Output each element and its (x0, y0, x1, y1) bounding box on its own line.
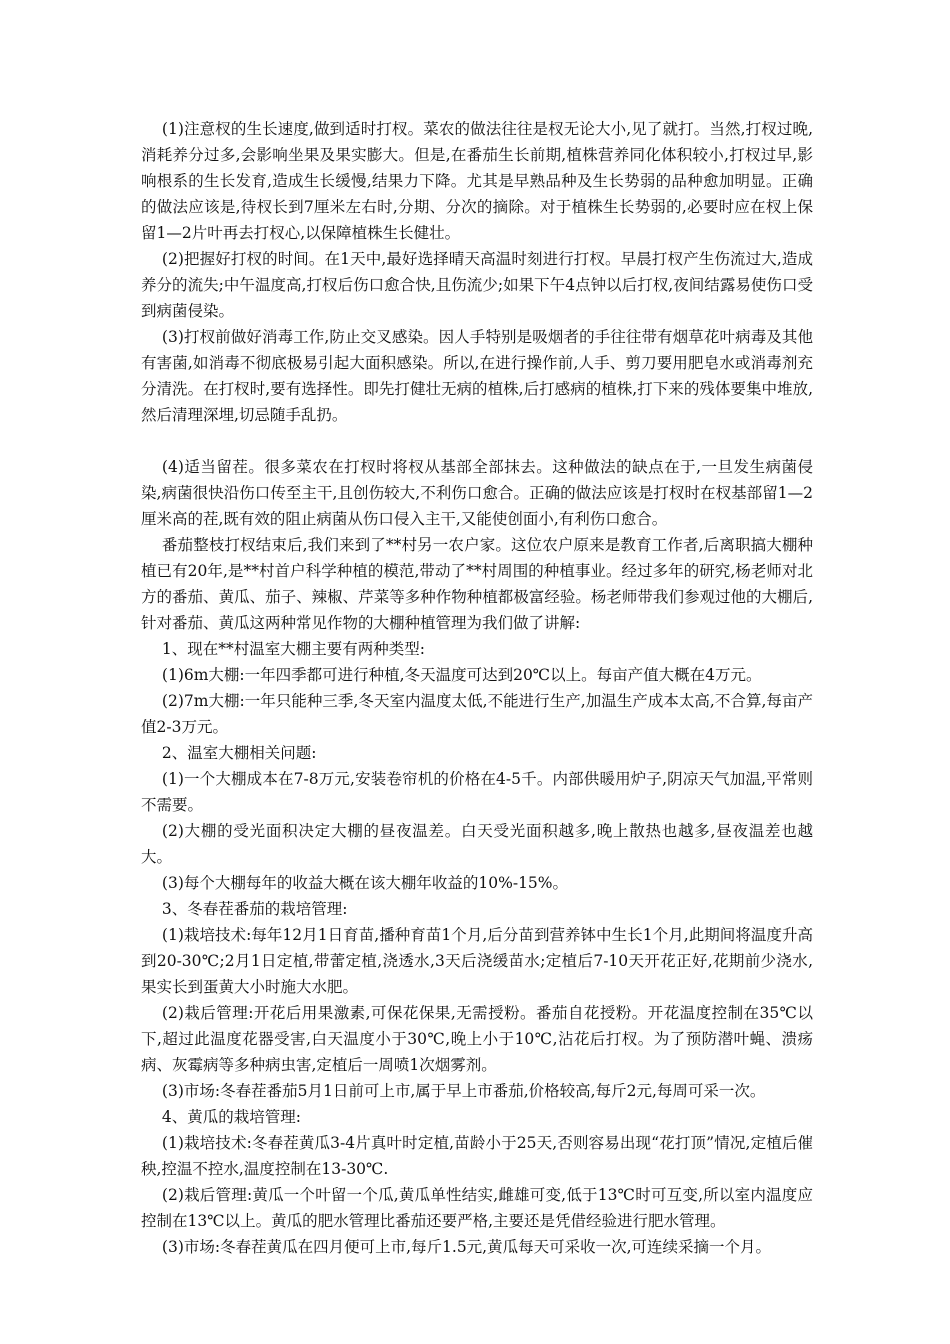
heading-cucumber-cultivation: 4、黄瓜的栽培管理: (161, 1108, 302, 1126)
paragraph-topping-time: (2)把握好打杈的时间。在1天中,最好选择晴天高温时刻进行打杈。早晨打杈产生伤流过大,造成养分的流失;中午温度高,打杈后伤口愈合快,且伤流少;如果下午4点钟以后打杈,夜间结露易使伤口受到病菌侵染。 (141, 250, 813, 320)
paragraph-visit-intro: 番茄整枝打杈结束后,我们来到了**村另一农户家。这位农户原来是教育工作者,后离职搞大棚种植已有20年,是**村首户科学种植的模范,带动了**村周围的种植事业。经过多年的研究,杨老师对北方的番茄、黄瓜、茄子、辣椒、芹菜等多种作物种植都极富经验。杨老师带我们参观过他的大棚后,针对番茄、黄瓜这两种常见作物的大棚种植管理为我们做了讲解: (141, 536, 813, 632)
heading-greenhouse-types: 1、现在**村温室大棚主要有两种类型: (161, 640, 426, 658)
paragraph-greenhouse-cost: (1)一个大棚成本在7-8万元,安装卷帘机的价格在4-5千。内部供暖用炉子,阴凉天气加温,平常则不需要。 (141, 770, 813, 814)
paragraph-tomato-market: (3)市场:冬春茬番茄5月1日前可上市,属于早上市番茄,价格较高,每斤2元,每周可采一次。 (161, 1082, 766, 1100)
paragraph-cucumber-management: (2)栽后管理:黄瓜一个叶留一个瓜,黄瓜单性结实,雌雄可变,低于13℃时可互变,所以室内温度应控制在13℃以上。黄瓜的肥水管理比番茄还要严格,主要还是凭借经验进行肥水管理。 (141, 1186, 813, 1230)
paragraph-topping-speed: (1)注意杈的生长速度,做到适时打杈。菜农的做法往往是杈无论大小,见了就打。当然,打杈过晚,消耗养分过多,会影响坐果及果实膨大。但是,在番茄生长前期,植株营养同化体积较小,打杈过早,影响根系的生长发育,造成生长缓慢,结果力下降。尤其是早熟品种及生长势弱的品种愈加明显。正确的做法应该是,待杈长到7厘米左右时,分期、分次的摘除。对于植株生长势弱的,必要时应在杈上保留1—2片叶再去打杈心,以保障植株生长健壮。 (141, 120, 813, 242)
paragraph-annual-income: (3)每个大棚每年的收益大概在该大棚年收益的10%-15%。 (161, 874, 569, 892)
paragraph-disinfection: (3)打杈前做好消毒工作,防止交叉感染。因人手特别是吸烟者的手往往带有烟草花叶病毒及其他有害菌,如消毒不彻底极易引起大面积感染。所以,在进行操作前,人手、剪刀要用肥皂水或消毒剂充分清洗。在打杈时,要有选择性。即先打健壮无病的植株,后打感病的植株,打下来的残体要集中堆放,然后清理深埋,切忌随手乱扔。 (141, 328, 813, 424)
heading-greenhouse-issues: 2、温室大棚相关问题: (161, 744, 317, 762)
heading-tomato-cultivation: 3、冬春茬番茄的栽培管理: (161, 900, 348, 918)
paragraph-6m-greenhouse: (1)6m大棚:一年四季都可进行种植,冬天温度可达到20℃以上。每亩产值大概在4万元。 (161, 666, 762, 684)
paragraph-cucumber-technique: (1)栽培技术:冬春茬黄瓜3-4片真叶时定植,苗龄小于25天,否则容易出现“花打顶”情况,定植后催秧,控温不控水,温度控制在13-30℃. (141, 1134, 813, 1178)
paragraph-light-area: (2)大棚的受光面积决定大棚的昼夜温差。白天受光面积越多,晚上散热也越多,昼夜温差也越大。 (141, 822, 813, 866)
document-body (141, 116, 813, 1260)
paragraph-tomato-management: (2)栽后管理:开花后用果激素,可保花保果,无需授粉。番茄自花授粉。开花温度控制在35℃以下,超过此温度花器受害,白天温度小于30℃,晚上小于10℃,沾花后打杈。为了预防潜叶蝇、溃疡病、灰霉病等多种病虫害,定植后一周喷1次烟雾剂。 (141, 1004, 813, 1074)
paragraph-7m-greenhouse: (2)7m大棚:一年只能种三季,冬天室内温度太低,不能进行生产,加温生产成本太高,不合算,每亩产值2-3万元。 (141, 692, 813, 736)
paragraph-tomato-technique: (1)栽培技术:每年12月1日育苗,播种育苗1个月,后分苗到营养钵中生长1个月,此期间将温度升高到20-30℃;2月1日定植,带蕾定植,浇透水,3天后浇缓苗水;定植后7-10天开花正好,花期前少浇水,果实长到蛋黄大小时施大水肥。 (141, 926, 813, 996)
paragraph-stubble: (4)适当留茬。很多菜农在打杈时将杈从基部全部抹去。这种做法的缺点在于,一旦发生病菌侵染,病菌很快沿伤口传至主干,且创伤较大,不利伤口愈合。正确的做法应该是打杈时在杈基部留1—2厘米高的茬,既有效的阻止病菌从伤口侵入主干,又能使创面小,有利伤口愈合。 (141, 458, 813, 528)
paragraph-cucumber-market: (3)市场:冬春茬黄瓜在四月便可上市,每斤1.5元,黄瓜每天可采收一次,可连续采摘一个月。 (161, 1238, 772, 1256)
